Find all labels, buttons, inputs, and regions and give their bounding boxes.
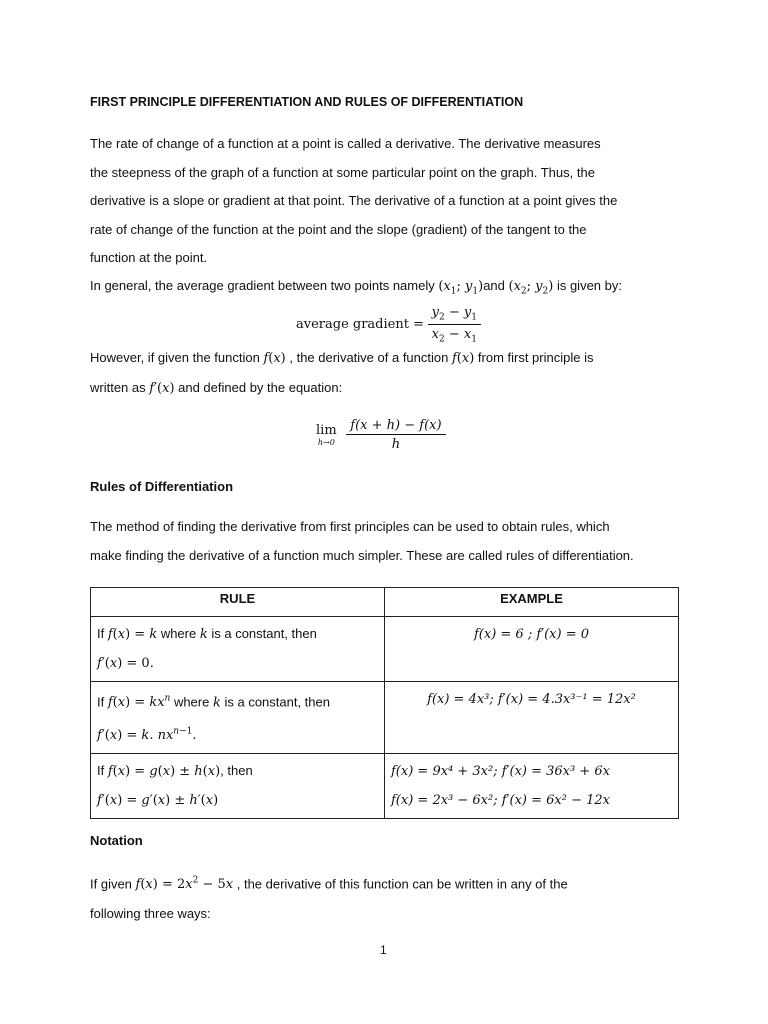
average-gradient-formula (296, 305, 481, 344)
however-paragraph: However, if given the function f(x) , the derivative of a function f(x) from first principle is written as f′(x) and defined by the equation: (90, 350, 594, 396)
first-principle-limit-formula: lim h→0 $\frac{f(x + h) - f(x)}{h}$ (316, 418, 446, 452)
intro-line-2: the steepness of the graph of a function at some particular point on the graph. Thus, the (90, 164, 595, 180)
table-row (91, 753, 679, 818)
point-1-math: ($x_1$; $y_1$) (438, 279, 484, 297)
example-cell: f(x) = 6 ; f′(x) = 0 (385, 617, 679, 682)
page-number: 1 (380, 943, 387, 957)
point-2-math: ($x_2$; $y_2$) (508, 279, 554, 297)
rule-cell: If f(x) = g(x) ± h(x), then f′(x) = g′(x) ± h′(x) (91, 753, 385, 818)
notation-paragraph: If given $f(x) = 2x^2 - 5x$ , the derivative of this function can be written in any of the following three ways: (90, 876, 568, 921)
rule-column-header: RULE (91, 588, 385, 617)
rule-cell: If $f(x) = kx^n$ where k is a constant, then f′(x) = k. $nx^{n-1}$. (91, 682, 385, 754)
rule-cell: If f(x) = k where k is a constant, then f′(x) = 0. (91, 617, 385, 682)
intro-paragraph (90, 130, 690, 273)
page-title: FIRST PRINCIPLE DIFFERENTIATION AND RULES OF DIFFERENTIATION (90, 95, 524, 109)
general-gradient-line: In general, the average gradient between two points namely ($x_1$; $y_1)and$ ($x_2$; $y_2$) is given by: (90, 278, 622, 297)
table-row (91, 617, 679, 682)
table-header-row (91, 588, 679, 617)
example-column-header: EXAMPLE (385, 588, 679, 617)
intro-line-4: rate of change of the function at the point and the slope (gradient) of the tangent to the (90, 221, 587, 237)
intro-line-5: function at the point. (90, 250, 208, 265)
gradient-fraction: $\frac{y_2 - y_1}{x_2 - x_1}$ (428, 305, 481, 344)
rules-intro-paragraph: The method of finding the derivative from first principles can be used to obtain rules, which make finding the derivative of a function much simpler. These are called rules of differentiation. (90, 519, 634, 563)
table-row (91, 682, 679, 754)
average-gradient-label: average gradient = (296, 317, 424, 333)
intro-line-1: The rate of change of a function at a point is called a derivative. The derivative measures (90, 136, 601, 151)
notation-heading: Notation (90, 833, 143, 848)
intro-line-3: derivative is a slope or gradient at that point. The derivative of a function at a point gives the (90, 193, 618, 208)
limit-fraction: $\frac{f(x + h) - f(x)}{h}$ (346, 418, 445, 452)
rules-heading: Rules of Differentiation (90, 479, 234, 494)
example-cell: f(x) = 4x³; f′(x) = 4.3x³⁻¹ = 12x² (385, 682, 679, 754)
example-cell: f(x) = 9x⁴ + 3x²; f′(x) = 36x³ + 6x f(x) = 2x³ − 6x²; f′(x) = 6x² − 12x (385, 753, 679, 818)
rules-table (90, 587, 679, 819)
